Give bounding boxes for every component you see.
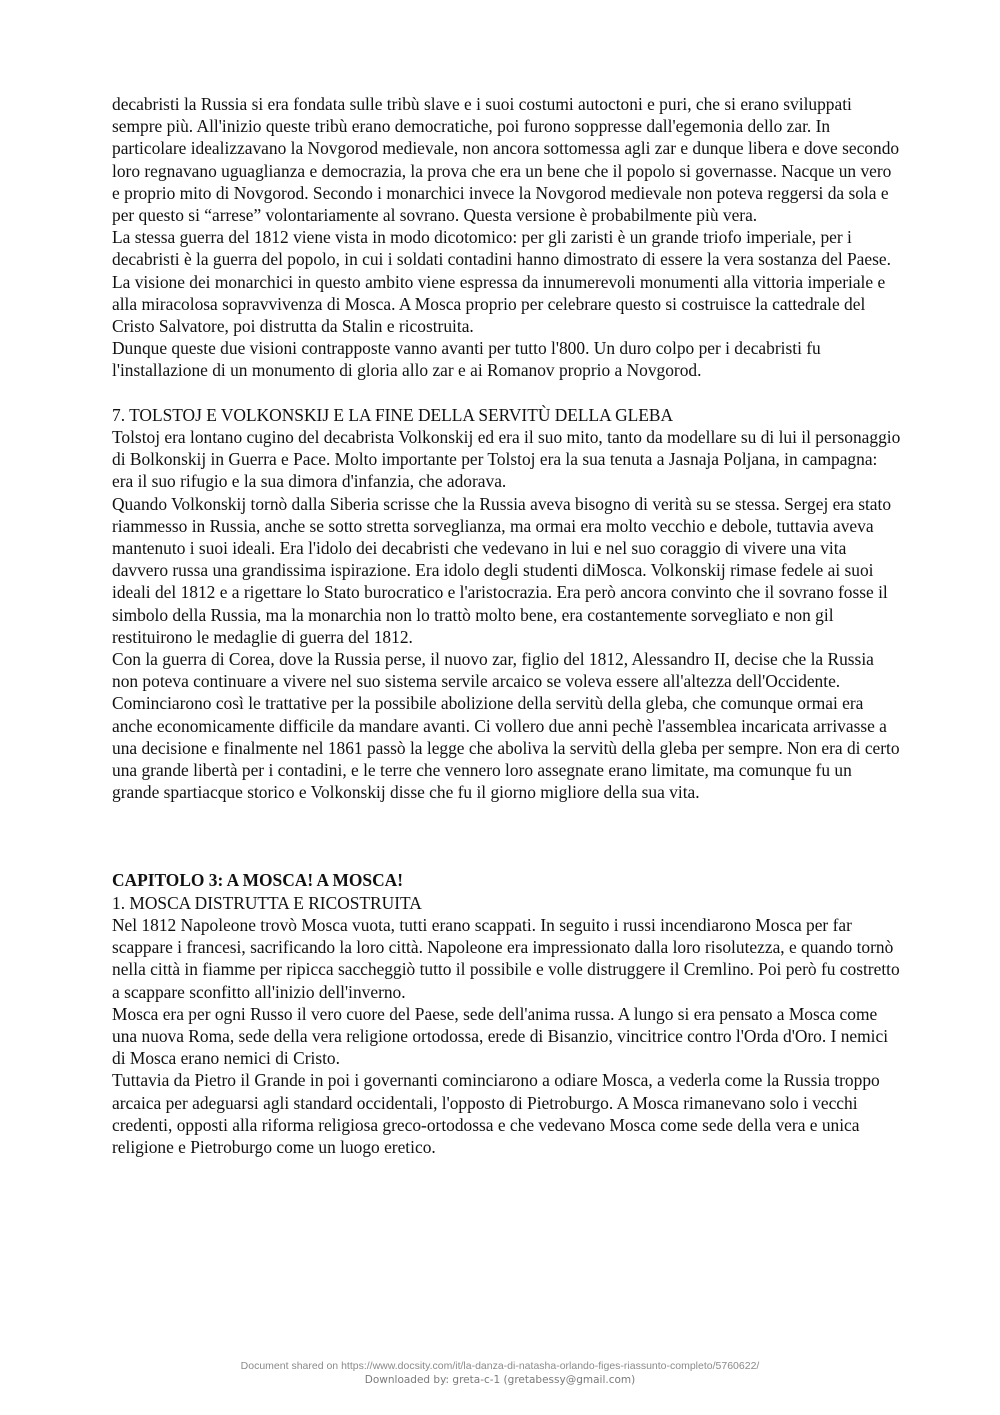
- section-paragraph: Quando Volkonskij tornò dalla Siberia scrisse che la Russia aveva bisogno di verità su se stessa. Sergej era stato riammesso in Russia, anche se sotto stretta sorveglianza, ma ormai era molto vecchio e debole, tuttavia aveva mantenuto i suoi ideali. Era l'idolo dei decabristi che vedevano in lui e nel suo coraggio di vivere una vita davvero russa una grandissima ispirazione. Era idolo degli studenti diMosca. Volkonskij rimase fedele ai suoi ideali del 1812 e a rigettare lo Stato burocratico e l'aristocrazia. Era però ancora convinto che il sovrano fosse il simbolo della Russia, ma la monarchia non lo trattò molto bene, era costantemente sorvegliato e non gil restituirono le medaglie di guerra del 1812.: [112, 493, 892, 647]
- section-paragraph: Mosca era per ogni Russo il vero cuore del Paese, sede dell'anima russa. A lungo si era pensato a Mosca come una nuova Roma, sede della vera religione ortodossa, erede di Bisanzio, vincitrice contro l'Orda d'Oro. I nemici di Mosca erano nemici di Cristo.: [112, 1003, 889, 1069]
- chapter-title: CAPITOLO 3: A MOSCA! A MOSCA!: [112, 870, 403, 891]
- section-paragraph: Tolstoj era lontano cugino del decabrista Volkonskij ed era il suo mito, tanto da modellare su di lui il personaggio di Bolkonskij in Guerra e Pace. Molto importante per Tolstoj era la sua tenuta a Jasnaja Poljana, in campagna: era il suo rifugio e la sua dimora d'infanzia, che adorava.: [112, 427, 901, 492]
- intro-paragraph: decabristi la Russia si era fondata sulle tribù slave e i suoi costumi autoctoni e puri, che si erano sviluppati sempre più. All'inizio queste tribù erano democratiche, poi furono soppresse dall'egemonia dello zar. In particolare idealizzavano la Novgorod medievale, non ancora sottomessa agli zar e dunque libera e dove secondo loro regnavano uguaglianza e democrazia, la prova che era un bene che il popolo si governasse. Nacque un vero e proprio mito di Novgorod. Secondo i monarchici invece la Novgorod medievale non poteva reggersi da sola e per questo si “arrese” volontariamente al sovrano. Questa versione è probabilmente più vera.: [112, 94, 900, 226]
- downloaded-by-line: Downloaded by: greta-c-1 (gretabessy@gmail.com): [364, 1374, 636, 1386]
- intro-paragraph: Dunque queste due visioni contrapposte vanno avanti per tutto l'800. Un duro colpo per i decabristi fu l'installazione di un monumento di gloria allo zar e ai Romanov proprio a Novgorod.: [112, 338, 821, 381]
- section-paragraph: Nel 1812 Napoleone trovò Mosca vuota, tutti erano scappati. In seguito i russi incendiarono Mosca per far scappare i francesi, sacrificando la loro città. Napoleone era impressionato dalla loro risolutezza, e quando tornò nella città in fiamme per ripicca saccheggiò tutto il possibile e volle distruggere il Cremlino. Poi però fu costretto a scappare sconfitto all'inizio dell'inverno.: [112, 914, 900, 1002]
- shared-link-line[interactable]: Document shared on https://www.docsity.com/it/la-danza-di-natasha-orlando-figes-riassunto-completo/5760622/: [240, 1360, 760, 1372]
- section-paragraph: Tuttavia da Pietro il Grande in poi i governanti cominciarono a odiare Mosca, a vederla come la Russia troppo arcaica per adeguarsi agli standard occidentali, l'opposto di Pietroburgo. A Mosca rimanevano solo i vecchi credenti, opposti alla riforma religiosa greco-ortodossa e che vedevano Mosca come sede della vera e unica religione e Pietroburgo come un luogo eretico.: [112, 1070, 880, 1157]
- section-heading: 1. MOSCA DISTRUTTA E RICOSTRUITA: [112, 892, 422, 913]
- chapter-spacer: [112, 803, 902, 869]
- page-footer: [0, 1359, 1000, 1387]
- document-body: [112, 93, 902, 1158]
- section-heading: 7. TOLSTOJ E VOLKONSKIJ E LA FINE DELLA SERVITÙ DELLA GLEBA: [112, 404, 674, 425]
- intro-paragraph: La stessa guerra del 1812 viene vista in modo dicotomico: per gli zaristi è un grande triofo imperiale, per i decabristi è la guerra del popolo, in cui i soldati contadini hanno dimostrato di essere la vera sostanza del Paese. La visione dei monarchici in questo ambito viene espressa da innumerevoli monumenti alla vittoria imperiale e alla miracolosa sopravvivenza di Mosca. A Mosca proprio per celebrare questo si costruisce la cattedrale del Cristo Salvatore, poi distrutta da Stalin e ricostruita.: [112, 227, 891, 337]
- paragraph-spacer: [112, 382, 902, 404]
- section-paragraph: Con la guerra di Corea, dove la Russia perse, il nuovo zar, figlio del 1812, Alessandro II, decise che la Russia non poteva continuare a vivere nel suo sistema servile arcaico se voleva essere all'altezza dell'Occidente. Cominciarono così le trattative per la possibile abolizione della servitù della gleba, che comunque ormai era anche economicamente difficile da mandare avanti. Ci vollero due anni pechè l'assemblea incaricata arrivasse a una decisione e finalmente nel 1861 passò la legge che aboliva la servitù della gleba per sempre. Non era di certo una grande libertà per i contadini, e le terre che vennero loro assegnate erano limitate, ma comunque fu un grande spartiacque storico e Volkonskij disse che fu il giorno migliore della sua vita.: [112, 649, 900, 803]
